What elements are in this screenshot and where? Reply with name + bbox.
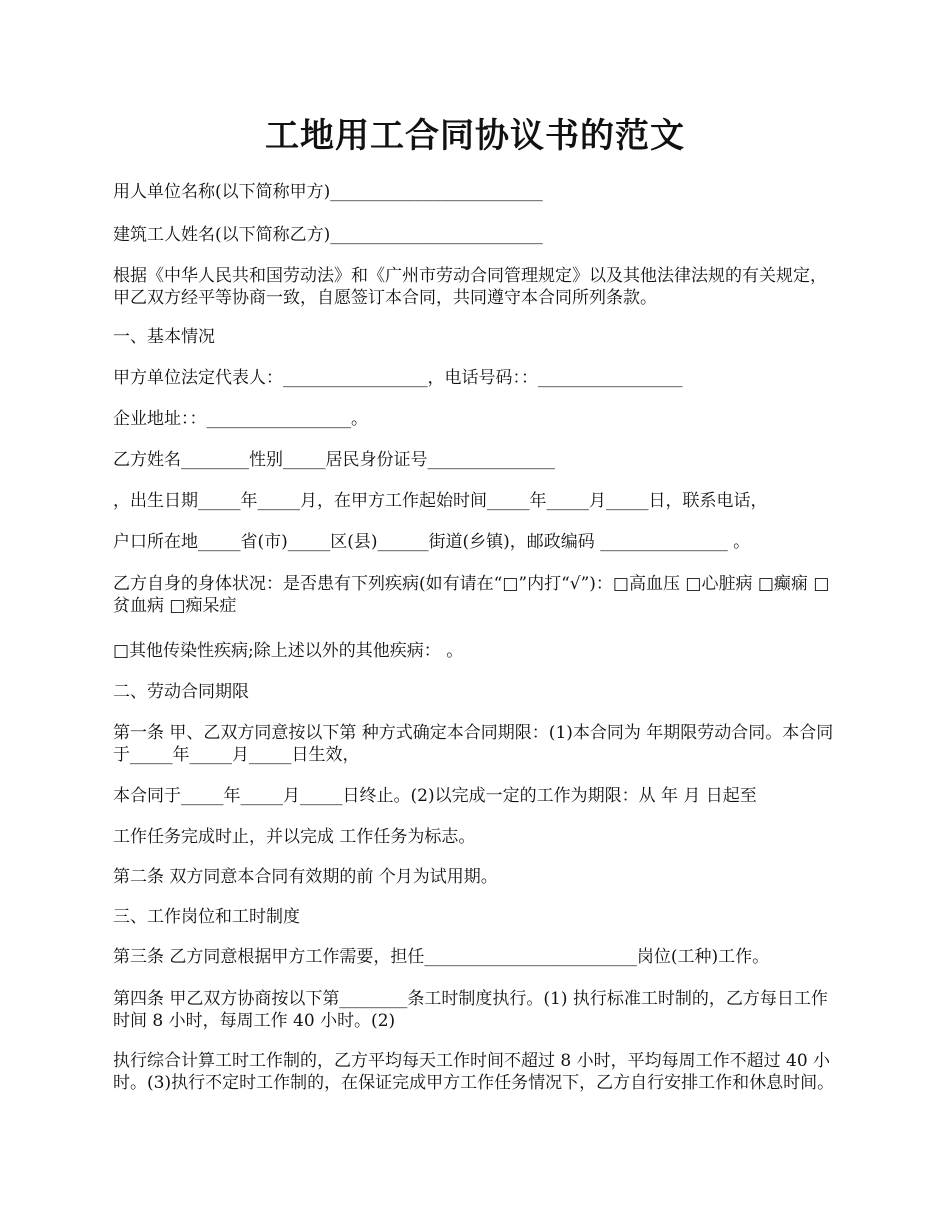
paragraph-address: 企业地址：：_________________。 (113, 409, 368, 429)
paragraph-health: 乙方自身的身体状况：是否患有下列疾病(如有请在“□”内打“√”)：□高血压 □心脏病 □癫痫 □贫血病 □痴呆症 (113, 574, 830, 616)
paragraph-article-1-end: 本合同于_____年_____月_____日终止。(2)以完成一定的工作为期限：从 年 月 日起至 (113, 786, 757, 806)
paragraph-article-1-task: 工作任务完成时止，并以完成 工作任务为标志。 (113, 827, 476, 847)
paragraph-article-4: 第四条 甲乙双方协商按以下第________条工时制度执行。(1) 执行标准工时制的，乙方每日工作时间 8 小时，每周工作 40 小时。(2) (113, 989, 828, 1031)
paragraph-employer-name: 用人单位名称(以下简称甲方)_________________________ (113, 182, 543, 202)
paragraph-article-4-cont: 执行综合计算工时工作制的，乙方平均每天工作时间不超过 8 小时，平均每周工作不超过 40 小时。(3)执行不定时工作制的，在保证完成甲方工作任务情况下，乙方自行安排工作和休息时间。 (113, 1051, 835, 1093)
paragraph-worker-name: 建筑工人姓名(以下简称乙方)_________________________ (113, 225, 543, 245)
paragraph-legal-rep: 甲方单位法定代表人：_________________，电话号码：：_________________ (113, 368, 683, 388)
paragraph-household: 户口所在地_____省(市)_____区(县)______街道(乡镇)，邮政编码 _______________ 。 (113, 532, 751, 552)
paragraph-preamble: 根据《中华人民共和国劳动法》和《广州市劳动合同管理规定》以及其他法律法规的有关规定，甲乙双方经平等协商一致，自愿签订本合同，共同遵守本合同所列条款。 (113, 266, 827, 308)
paragraph-birth-date: ，出生日期_____年_____月，在甲方工作起始时间_____年_____月_____日，联系电话， (113, 491, 768, 511)
section-heading-contract-term: 二、劳动合同期限 (113, 682, 249, 702)
paragraph-article-3: 第三条 乙方同意根据甲方工作需要，担任_________________________岗位(工种)工作。 (113, 947, 770, 967)
section-heading-post-hours: 三、工作岗位和工时制度 (113, 907, 300, 927)
paragraph-article-2: 第二条 双方同意本合同有效期的前 个月为试用期。 (113, 867, 498, 887)
paragraph-worker-info: 乙方姓名________性别_____居民身份证号_______________ (113, 450, 555, 470)
section-heading-basic-info: 一、基本情况 (113, 327, 215, 347)
paragraph-other-diseases: □其他传染性疾病;除上述以外的其他疾病： 。 (113, 641, 464, 661)
document-title: 工地用工合同协议书的范文 (265, 116, 685, 156)
paragraph-article-1: 第一条 甲、乙双方同意按以下第 种方式确定本合同期限：(1)本合同为 年期限劳动合同。本合同于_____年_____月_____日生效， (113, 723, 834, 765)
